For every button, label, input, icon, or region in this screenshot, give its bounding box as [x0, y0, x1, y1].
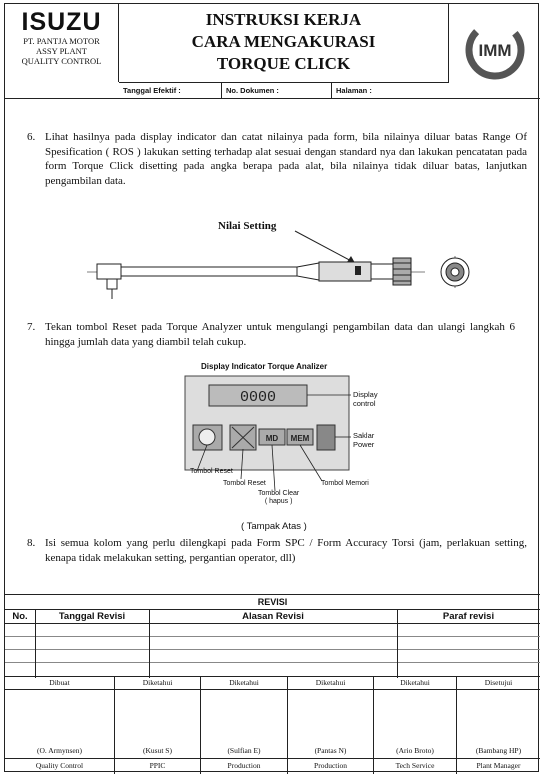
tombol-clear-label: Tombol Clear ( hapus ) [258, 490, 300, 505]
title-line-3: TORQUE CLICK [216, 54, 351, 73]
tombol-reset-label-1: Tombol Reset [190, 468, 233, 475]
row-divider [5, 649, 540, 650]
approval-plant-manager: Disetujui (Bambang HP) Plant Manager [457, 677, 540, 774]
nilai-setting-label: Nilai Setting [218, 220, 277, 232]
title-line-2: CARA MENGAKURASI [191, 32, 376, 51]
approval-tech-service: Diketahui (Ario Broto) Tech Service [374, 677, 457, 774]
step-number: 6. [27, 131, 36, 143]
display-control-label: Display control [353, 390, 378, 408]
approval-production-1: Diketahui (Sulfian E) Production [201, 677, 288, 774]
page-number: Halaman : [336, 86, 372, 95]
title-line-1: INSTRUKSI KERJA [205, 10, 362, 29]
col-divider [397, 610, 398, 678]
approval-block [5, 676, 540, 773]
step-number: 8. [27, 537, 36, 549]
company-block [5, 4, 119, 82]
step-7 [27, 320, 527, 352]
approval-dibuat: Dibuat (O. Armynsen) Quality Control [5, 677, 115, 774]
tombol-reset-label-2: Tombol Reset [223, 480, 266, 487]
mem-button-label: MEM [290, 434, 310, 443]
revision-grid [5, 609, 540, 677]
col-divider [35, 610, 36, 678]
step-text: Tekan tombol Reset pada Torque Analyzer untuk mengulangi pengambilan data dan ulangi langkah 6 hingga jumlah data yang diambil telah cukup. [45, 321, 515, 348]
plant-name: ASSY PLANT [36, 46, 87, 56]
revision-table [5, 594, 540, 676]
col-header-no: No. [12, 611, 28, 622]
document-header [5, 4, 540, 99]
col-divider [149, 610, 150, 678]
work-instruction-page [4, 3, 539, 772]
power-switch-label: Saklar Power [353, 431, 375, 449]
tombol-memori-label: Tombol Memori [321, 480, 369, 487]
step-number: 7. [27, 321, 36, 333]
imm-logo-text: IMM [478, 41, 512, 60]
col-header-tanggal-revisi: Tanggal Revisi [58, 611, 126, 622]
approval-ppic: Diketahui (Kusut S) PPIC [115, 677, 201, 774]
torque-wrench-figure [83, 217, 483, 307]
torque-analyzer-figure [175, 359, 405, 534]
step-text: Isi semua kolom yang perlu dilengkapi pada Form SPC / Form Accuracy Torsi (jam, perlakuan setting, kenapa tidak melakukan setting, pergantian operator, dll) [45, 537, 527, 564]
department-name: QUALITY CONTROL [21, 56, 102, 66]
row-divider [5, 636, 540, 637]
row-divider [5, 623, 540, 624]
step-8 [27, 536, 527, 568]
top-view-caption: ( Tampak Atas ) [241, 521, 307, 532]
revision-title: REVISI [257, 597, 288, 607]
company-name: PT. PANTJA MOTOR [23, 36, 100, 46]
analyzer-figure-title: Display Indicator Torque Analizer [201, 362, 328, 371]
effective-date: Tanggal Efektif : [119, 83, 222, 99]
imm-logo [449, 4, 540, 99]
row-divider [5, 662, 540, 663]
document-number: No. Dokumen : [222, 83, 332, 99]
document-meta [119, 82, 449, 99]
approval-production-2: Diketahui (Pantas N) Production [288, 677, 374, 774]
document-title [119, 4, 449, 82]
md-button-label: MD [265, 434, 279, 443]
isuzu-logo: ISUZU [21, 8, 102, 36]
col-header-paraf-revisi: Paraf revisi [442, 611, 495, 622]
step-6 [27, 130, 527, 202]
col-header-alasan-revisi: Alasan Revisi [242, 611, 304, 622]
display-value: 0000 [239, 389, 277, 406]
step-text: Lihat hasilnya pada display indicator dan catat nilainya pada form, bila nilainya diluar batas Range Of Spesification ( ROS ) lakukan setting terhadap alat sesuai dengan standard nya dan lakukan pencatatan pada form Torque Click disetting pada angka berapa pada alat, bila nilainya tidak diluar batas, lanjutkan pengambilan data. [45, 131, 527, 187]
